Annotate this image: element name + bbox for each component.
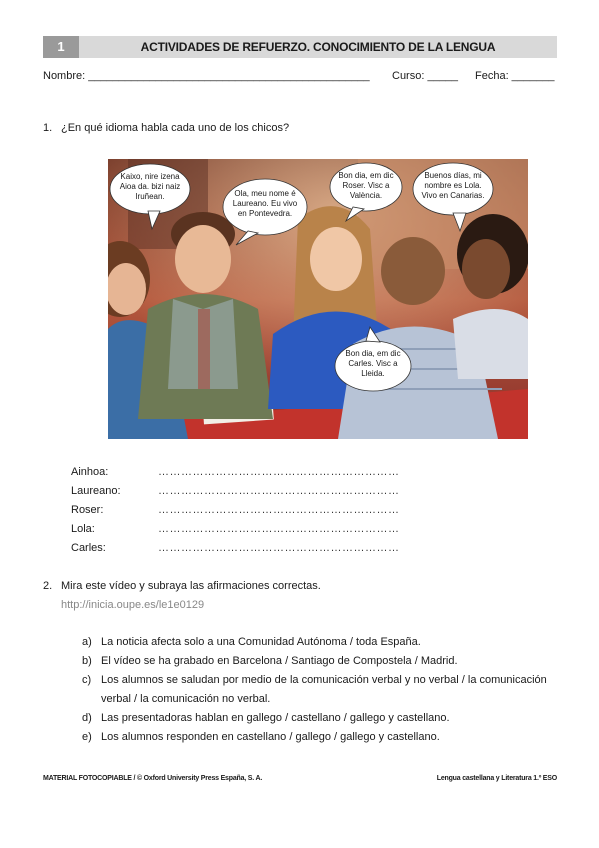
- statement-letter: b): [82, 655, 92, 667]
- answer-label-laureano: Laureano:: [71, 485, 121, 497]
- speech-bubble-laureano: Ola, meu nome é Laureano. Eu vivo en Pontevedra.: [232, 189, 298, 218]
- video-link[interactable]: http://inicia.oupe.es/le1e0129: [61, 599, 205, 611]
- worksheet-title: ACTIVIDADES DE REFUERZO. CONOCIMIENTO DE LA LENGUA: [140, 40, 496, 54]
- statement-letter: a): [82, 636, 92, 648]
- answer-line-roser[interactable]: ………………………………………………………: [158, 504, 400, 516]
- speech-bubble-lola: Buenos días, mi nombre es Lola. Vivo en Canarias.: [421, 171, 485, 200]
- statement-text[interactable]: El vídeo se ha grabado en Barcelona / Santiago de Compostela / Madrid.: [101, 655, 458, 667]
- unit-number: 1: [43, 36, 79, 58]
- question-2-number: 2.: [43, 580, 53, 592]
- question-1-number: 1.: [43, 122, 53, 134]
- answer-label-lola: Lola:: [71, 523, 95, 535]
- footer-copyright: MATERIAL FOTOCOPIABLE / © Oxford University Press España, S. A.: [43, 775, 263, 782]
- statement-letter: c): [82, 674, 92, 686]
- statement-letter: d): [82, 712, 92, 724]
- statement-text[interactable]: Las presentadoras hablan en gallego / castellano / gallego y castellano.: [101, 712, 450, 724]
- answer-line-ainhoa[interactable]: ………………………………………………………: [158, 466, 400, 478]
- answer-line-lola[interactable]: ………………………………………………………: [158, 523, 400, 535]
- speech-bubble-carles: Bon dia, em dic Carles. Visc a Lleida.: [345, 349, 401, 378]
- speech-bubble-roser: Bon dia, em dic Roser. Visc a València.: [338, 171, 394, 200]
- statement-letter: e): [82, 731, 92, 743]
- answer-label-roser: Roser:: [71, 504, 104, 516]
- answer-label-ainhoa: Ainhoa:: [71, 466, 109, 478]
- statement-text[interactable]: La noticia afecta solo a una Comunidad Autónoma / toda España.: [101, 636, 421, 648]
- students-photo: [108, 159, 528, 439]
- answer-label-carles: Carles:: [71, 542, 106, 554]
- statement-text[interactable]: Los alumnos responden en castellano / gallego / gallego y castellano.: [101, 731, 440, 743]
- name-field: Nombre: ______________________________________________: [43, 70, 370, 82]
- course-field: Curso: _____: [392, 70, 459, 82]
- footer-subject: Lengua castellana y Literatura 1.º ESO: [436, 775, 557, 782]
- date-field: Fecha: _______: [475, 70, 555, 82]
- question-2-text: Mira este vídeo y subraya las afirmaciones correctas.: [61, 580, 321, 592]
- worksheet-header: [43, 36, 557, 58]
- speech-bubble-ainhoa: Kaixo, nire izena Aioa da. bizi naiz Iruñean.: [119, 172, 181, 201]
- question-1-text: ¿En qué idioma habla cada uno de los chicos?: [61, 122, 290, 134]
- answer-line-carles[interactable]: ………………………………………………………: [158, 542, 400, 554]
- answer-line-laureano[interactable]: ………………………………………………………: [158, 485, 400, 497]
- statement-text[interactable]: Los alumnos se saludan por medio de la comunicación verbal y no verbal / la comunicación verbal / la comunicación no verbal.: [101, 674, 547, 705]
